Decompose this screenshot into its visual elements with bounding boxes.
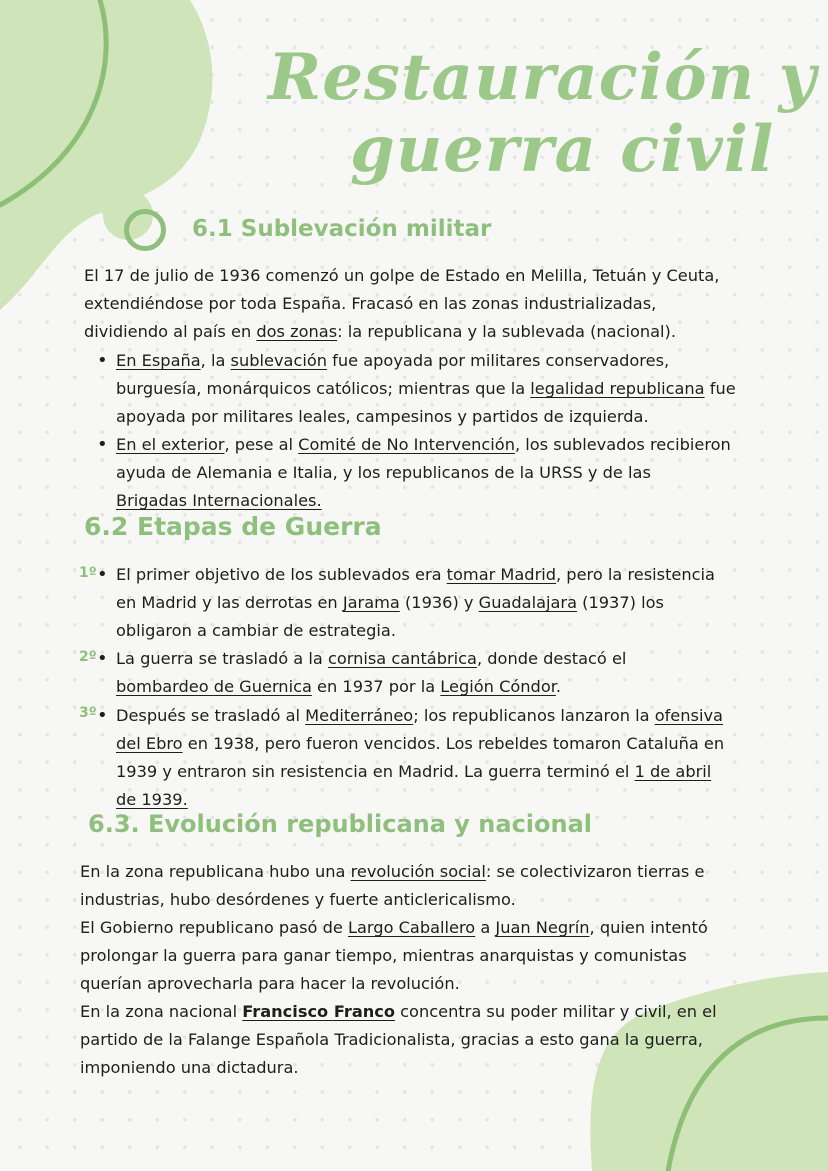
section-heading-1: 6.1 Sublevación militar bbox=[192, 216, 492, 242]
bullet-dot: • bbox=[97, 564, 108, 585]
s2-stage3-line-1: Después se trasladó al Mediterráneo; los republicanos lanzaron la ofensiva bbox=[116, 706, 723, 725]
page-title-line-2: guerra civil bbox=[350, 112, 775, 187]
s2-stage3-line-3: 1939 y entraron sin resistencia en Madrid. La guerra terminó el 1 de abril bbox=[116, 762, 712, 781]
page-title-line-1: Restauración y bbox=[268, 40, 817, 115]
section-heading-3: 6.3. Evolución republicana y nacional bbox=[88, 810, 593, 838]
s2-stage3-line-2: del Ebro en 1938, pero fueron vencidos. Los rebeldes tomaron Cataluña en bbox=[116, 734, 725, 753]
circle-icon bbox=[124, 209, 166, 251]
s2-stage1-line-2: en Madrid y las derrotas en Jarama (1936) y Guadalajara (1937) los bbox=[116, 593, 664, 612]
bullet-dot: • bbox=[97, 350, 108, 371]
s3-line-6: En la zona nacional Francisco Franco concentra su poder militar y civil, en el bbox=[80, 1002, 717, 1021]
s3-line-2: industrias, hubo desórdenes y fuerte anticlericalismo. bbox=[80, 890, 516, 909]
s2-stage2-line-2: bombardeo de Guernica en 1937 por la Legión Cóndor. bbox=[116, 677, 562, 696]
bullet-dot: • bbox=[97, 648, 108, 669]
stage-number-3: 3º bbox=[79, 705, 97, 721]
s3-line-1: En la zona republicana hubo una revolución social: se colectivizaron tierras e bbox=[80, 862, 705, 881]
s1-intro-line-3: dividiendo al país en dos zonas: la republicana y la sublevada (nacional). bbox=[84, 322, 677, 341]
bullet-dot: • bbox=[97, 434, 108, 455]
stage-number-2: 2º bbox=[79, 649, 97, 665]
s2-stage1-line-3: obligaron a cambiar de estrategia. bbox=[116, 621, 396, 640]
section-heading-2: 6.2 Etapas de Guerra bbox=[84, 512, 382, 541]
s1-bullet2-line-3: Brigadas Internacionales. bbox=[116, 491, 322, 510]
s3-line-4: prolongar la guerra para ganar tiempo, mientras anarquistas y comunistas bbox=[80, 946, 687, 965]
s3-line-8: imponiendo una dictadura. bbox=[80, 1058, 299, 1077]
stage-number-1: 1º bbox=[79, 565, 97, 581]
s1-bullet1-line-2: burguesía, monárquicos católicos; mientras que la legalidad republicana fue bbox=[116, 379, 736, 398]
s1-bullet2-line-1: En el exterior, pese al Comité de No Intervención, los sublevados recibieron bbox=[116, 435, 731, 454]
s2-stage3-line-4: de 1939. bbox=[116, 790, 188, 809]
s1-bullet2-line-2: ayuda de Alemania e Italia, y los republicanos de la URSS y de las bbox=[116, 463, 651, 482]
s3-line-3: El Gobierno republicano pasó de Largo Caballero a Juan Negrín, quien intentó bbox=[80, 918, 708, 937]
s1-bullet1-line-1: En España, la sublevación fue apoyada por militares conservadores, bbox=[116, 351, 670, 370]
s1-intro-line-1: El 17 de julio de 1936 comenzó un golpe de Estado en Melilla, Tetuán y Ceuta, bbox=[84, 266, 720, 285]
s1-bullet1-line-3: apoyada por militares leales, campesinos y partidos de izquierda. bbox=[116, 407, 649, 426]
bullet-dot: • bbox=[97, 705, 108, 726]
s3-line-7: partido de la Falange Española Tradicionalista, gracias a esto gana la guerra, bbox=[80, 1030, 703, 1049]
s2-stage2-line-1: La guerra se trasladó a la cornisa cantábrica, donde destacó el bbox=[116, 649, 627, 668]
s1-intro-line-2: extendiéndose por toda España. Fracasó en las zonas industrializadas, bbox=[84, 294, 657, 313]
s2-stage1-line-1: El primer objetivo de los sublevados era tomar Madrid, pero la resistencia bbox=[116, 565, 715, 584]
s3-line-5: querían aprovecharla para hacer la revolución. bbox=[80, 974, 460, 993]
